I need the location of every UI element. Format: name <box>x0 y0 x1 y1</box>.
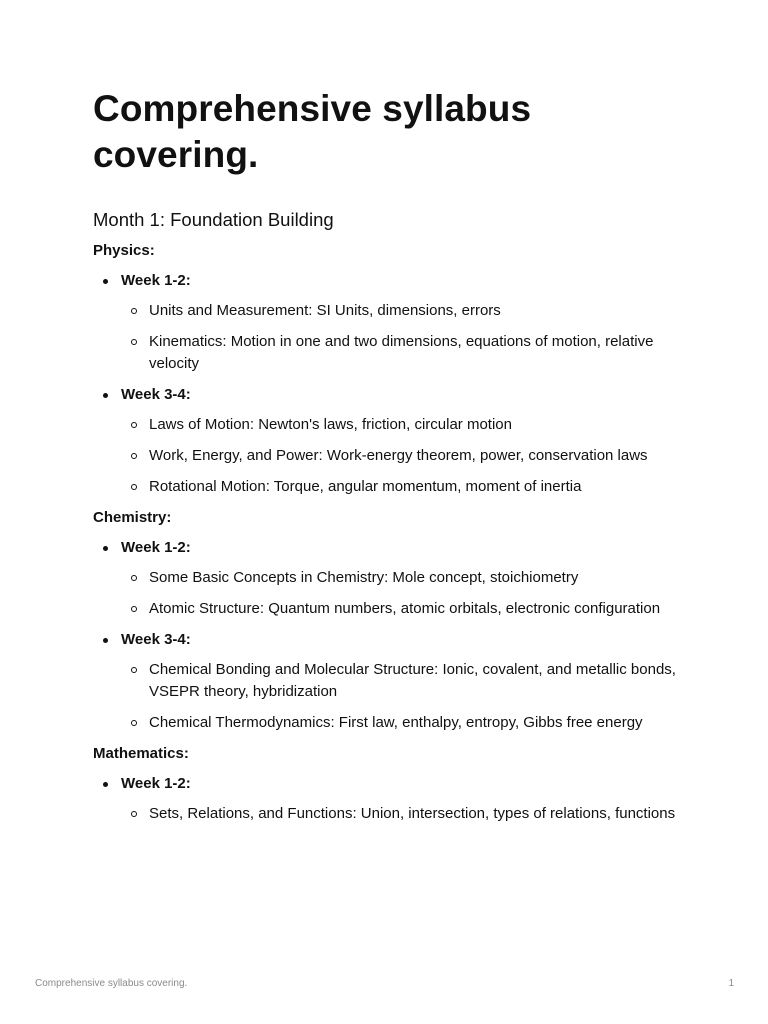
subject-section-physics <box>93 240 693 498</box>
subject-heading: Mathematics: <box>93 745 189 762</box>
topic-text: Atomic Structure: Quantum numbers, atomic orbitals, electronic configuration <box>149 600 661 617</box>
week-list <box>93 270 693 498</box>
topic-item <box>121 476 693 498</box>
week-label: Week 1-2: <box>121 539 191 556</box>
topic-item <box>121 300 693 322</box>
week-label: Week 1-2: <box>121 272 191 289</box>
week-label: Week 3-4: <box>121 631 191 648</box>
circle-bullet-icon <box>131 453 137 459</box>
circle-bullet-icon <box>131 422 137 428</box>
week-item <box>93 773 693 825</box>
subject-heading: Physics: <box>93 242 155 259</box>
topic-text: Chemical Bonding and Molecular Structure: Ionic, covalent, and metallic bonds, VSEPR theory, hybridization <box>149 661 676 700</box>
topic-list <box>121 567 693 620</box>
document-page <box>93 86 693 834</box>
topic-text: Chemical Thermodynamics: First law, enthalpy, entropy, Gibbs free energy <box>149 714 643 731</box>
disc-bullet-icon <box>103 546 108 551</box>
topic-item <box>121 659 693 703</box>
footer-document-name: Comprehensive syllabus covering. <box>35 978 188 989</box>
disc-bullet-icon <box>103 279 108 284</box>
topic-item <box>121 414 693 436</box>
topic-list <box>121 659 693 734</box>
circle-bullet-icon <box>131 575 137 581</box>
topic-list <box>121 803 693 825</box>
week-label: Week 3-4: <box>121 386 191 403</box>
topic-list <box>121 300 693 375</box>
week-item <box>93 537 693 620</box>
topic-item <box>121 598 693 620</box>
topic-item <box>121 567 693 589</box>
topic-text: Sets, Relations, and Functions: Union, intersection, types of relations, functions <box>149 805 676 822</box>
disc-bullet-icon <box>103 782 108 787</box>
subject-heading: Chemistry: <box>93 509 172 526</box>
topic-text: Rotational Motion: Torque, angular momentum, moment of inertia <box>149 478 582 495</box>
week-item <box>93 629 693 734</box>
week-list <box>93 773 693 825</box>
topic-text: Work, Energy, and Power: Work-energy theorem, power, conservation laws <box>149 447 648 464</box>
topic-item <box>121 445 693 467</box>
circle-bullet-icon <box>131 606 137 612</box>
week-list <box>93 537 693 734</box>
subject-section-chemistry <box>93 507 693 734</box>
topic-text: Laws of Motion: Newton's laws, friction, circular motion <box>149 416 512 433</box>
topic-list <box>121 414 693 498</box>
week-label: Week 1-2: <box>121 775 191 792</box>
week-item <box>93 384 693 498</box>
circle-bullet-icon <box>131 811 137 817</box>
topic-item <box>121 803 693 825</box>
circle-bullet-icon <box>131 308 137 314</box>
subject-section-mathematics <box>93 743 693 825</box>
disc-bullet-icon <box>103 638 108 643</box>
topic-item <box>121 712 693 734</box>
circle-bullet-icon <box>131 339 137 345</box>
disc-bullet-icon <box>103 393 108 398</box>
topic-item <box>121 331 693 375</box>
month-heading: Month 1: Foundation Building <box>93 209 334 230</box>
topic-text: Some Basic Concepts in Chemistry: Mole concept, stoichiometry <box>149 569 579 586</box>
circle-bullet-icon <box>131 720 137 726</box>
circle-bullet-icon <box>131 667 137 673</box>
circle-bullet-icon <box>131 484 137 490</box>
topic-text: Kinematics: Motion in one and two dimensions, equations of motion, relative velocity <box>149 333 654 372</box>
topic-text: Units and Measurement: SI Units, dimensions, errors <box>149 302 501 319</box>
week-item <box>93 270 693 375</box>
footer-page-number: 1 <box>728 978 734 989</box>
document-title: Comprehensive syllabus covering. <box>93 88 532 175</box>
